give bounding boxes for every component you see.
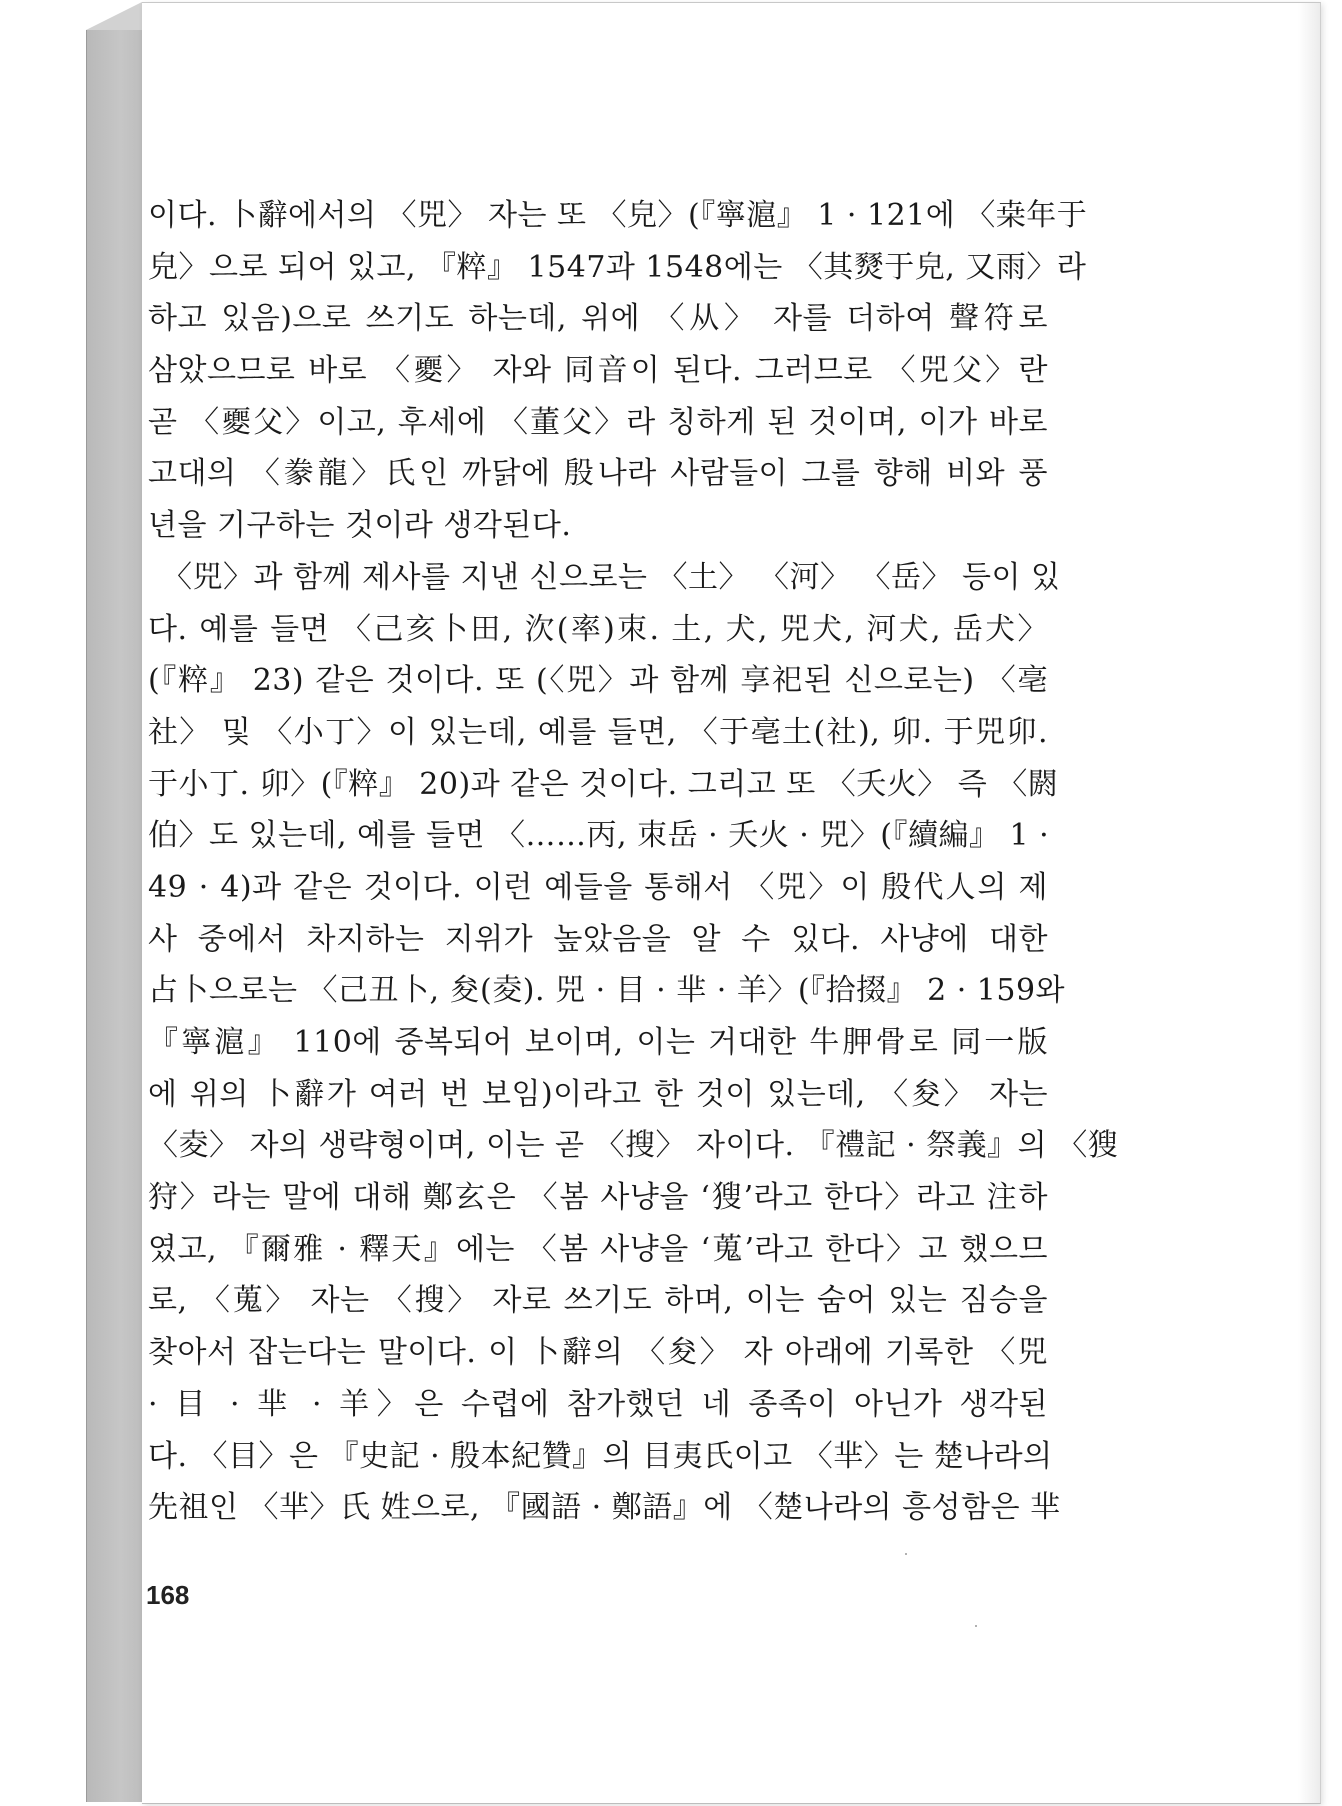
text-line: 『寧滬』 110에 중복되어 보이며, 이는 거대한 牛胛骨로 同一版 [148,1025,1048,1060]
scan-speck [905,1553,907,1555]
text-line: 皃〉으로 되어 있고, 『粹』 1547과 1548에는 〈其燹于皃, 又雨〉라 [148,249,1087,285]
text-line: 로, 〈蒐〉 자는 〈搜〉 자로 쓰기도 하며, 이는 숨어 있는 짐승을 [148,1283,1048,1319]
text-line: 〈兕〉과 함께 제사를 지낸 신으로는 〈土〉 〈河〉 〈岳〉 등이 있 [162,559,1061,595]
text-line: 찾아서 잡는다는 말이다. 이 卜辭의 〈夋〉 자 아래에 기록한 〈兕 [148,1335,1048,1371]
text-line: 이다. 卜辭에서의 〈兕〉 자는 또 〈皃〉(『寧滬』 1 · 121에 〈桒年于 [148,198,1088,233]
text-line: (『粹』 23) 같은 것이다. 또 (〈兕〉과 함께 享祀된 신으로는) 〈亳 [148,663,1048,699]
text-line: 하고 있음)으로 쓰기도 하는데, 위에 〈从〉 자를 더하여 聲符로 [148,301,1048,337]
text-line: 先祖인 〈芈〉氏 姓으로, 『國語 · 鄭語』에 〈楚나라의 흥성함은 芈 [148,1490,1061,1526]
text-line: 다. 〈目〉은 『史記 · 殷本紀贊』의 目夷氏이고 〈芈〉는 楚나라의 [148,1438,1053,1474]
text-line: 社〉 및 〈小丁〉이 있는데, 예를 들면, 〈于亳土(社), 卯. 于兕卯. [148,714,1048,750]
text-line: 〈夌〉 자의 생략형이며, 이는 곧 〈搜〉 자이다. 『禮記 · 祭義』의 〈獀 [148,1128,1119,1164]
page-edge-shadow [1298,3,1320,1803]
text-line: 于小丁. 卯〉(『粹』 20)과 같은 것이다. 그리고 또 〈夭火〉 즉 〈閼 [148,766,1059,802]
text-line: 49 · 4)과 같은 것이다. 이런 예들을 통해서 〈兕〉이 殷代人의 제 [148,869,1048,905]
text-line: 였고, 『爾雅 · 釋天』에는 〈봄 사냥을 ‘蒐’라고 한다〉고 했으므 [148,1231,1048,1267]
book-spine-top [86,2,142,30]
text-line: 고대의 〈豢龍〉氏인 까닭에 殷나라 사람들이 그를 향해 비와 풍 [148,456,1048,492]
text-line: 에 위의 卜辭가 여러 번 보임)이라고 한 것이 있는데, 〈夋〉 자는 [148,1076,1048,1112]
text-line: 다. 예를 들면 〈己亥卜田, 㳄(率)朿. 土, 犬, 兕犬, 河犬, 岳犬〉 [148,611,1048,647]
text-line: 伯〉도 있는데, 예를 들면 〈……丙, 朿岳 · 夭火 · 兕〉(『續編』 1 · [148,818,1050,854]
book-spine [86,30,143,1802]
page-number: 168 [146,1580,190,1610]
text-line: 狩〉라는 말에 대해 鄭玄은 〈봄 사냥을 ‘獀’라고 한다〉라고 注하 [148,1180,1048,1216]
text-line: 곧 〈夒父〉이고, 후세에 〈董父〉라 칭하게 된 것이며, 이가 바로 [148,404,1048,440]
text-line: 사 중에서 차지하는 지위가 높았음을 알 수 있다. 사냥에 대한 [148,921,1048,957]
text-line: · 目 · 芈 · 羊〉은 수렵에 참가했던 네 종족이 아닌가 생각된 [148,1386,1048,1422]
text-line: 년을 기구하는 것이라 생각된다. [148,508,572,544]
body-text [148,190,1119,1534]
scan-speck [975,1625,977,1627]
text-line: 삼았으므로 바로 〈夒〉 자와 同音이 된다. 그러므로 〈兕父〉란 [148,353,1048,389]
text-line: 占卜으로는 〈己丑卜, 夋(夌). 兕 · 目 · 芈 · 羊〉(『拾掇』 2 · 159와 [148,973,1066,1009]
